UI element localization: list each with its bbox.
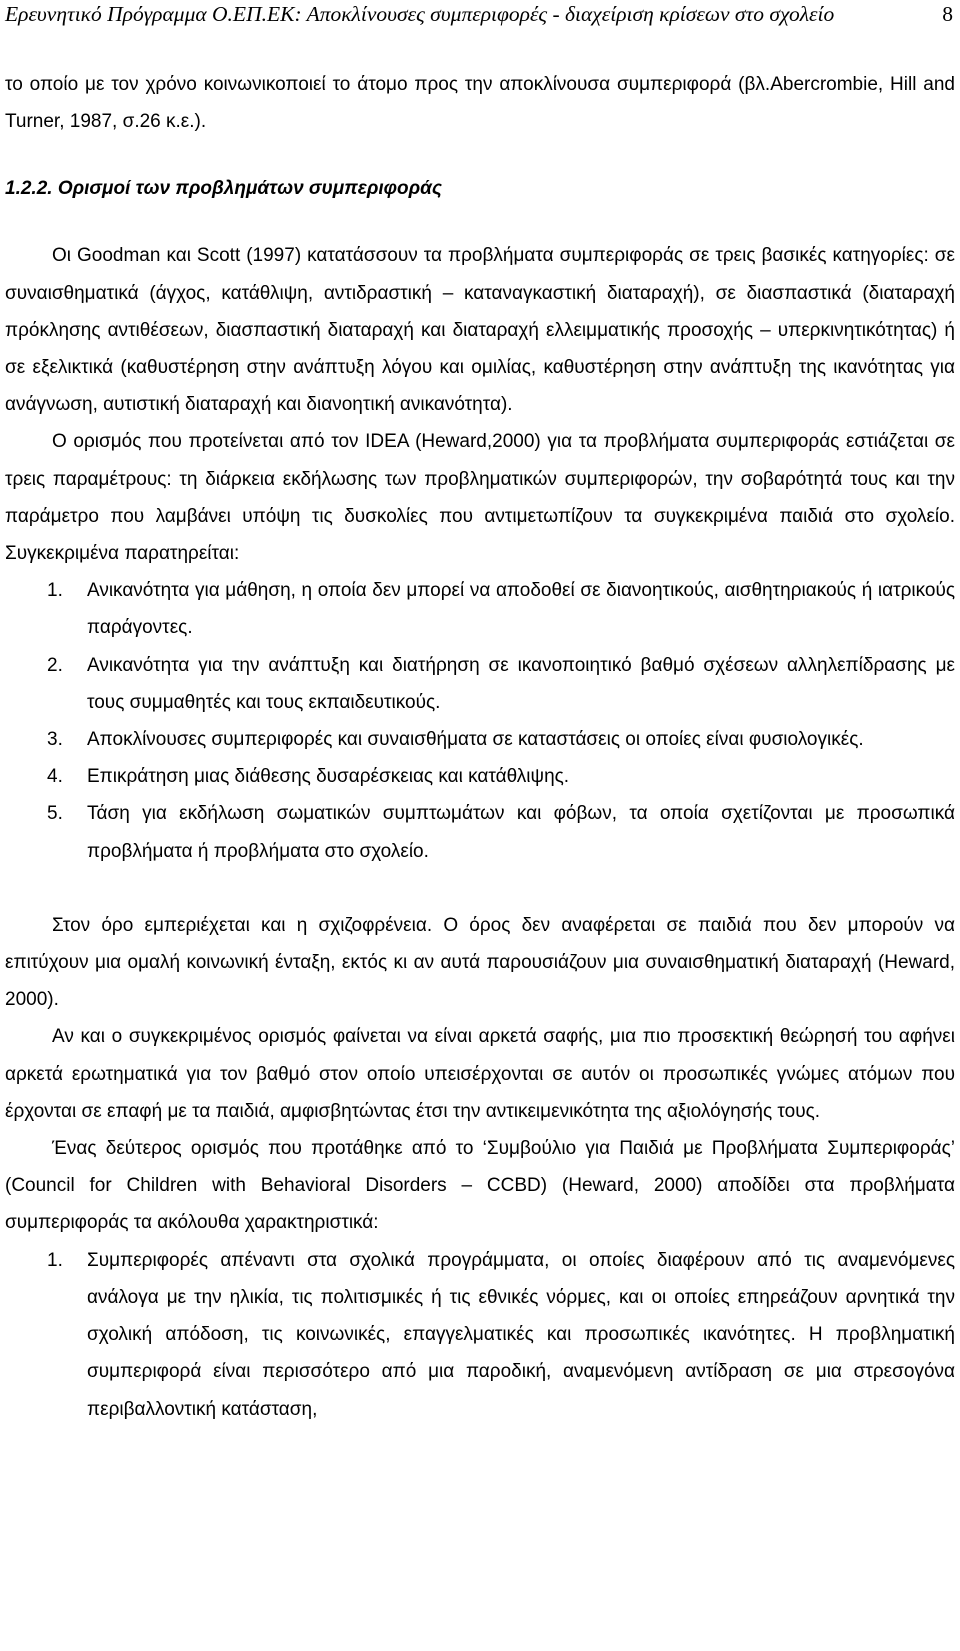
list-item: [5, 795, 955, 869]
list-item-text: Αποκλίνουσες συμπεριφορές και συναισθήματα σε καταστάσεις οι οποίες είναι φυσιολογικές.: [87, 729, 864, 751]
list-item-number: 4.: [47, 766, 63, 788]
section-heading: 1.2.2. Ορισμοί των προβλημάτων συμπεριφοράς: [5, 178, 442, 200]
list-item-text: Ανικανότητα για μάθηση, η οποία δεν μπορεί να αποδοθεί σε διανοητικούς, αισθητηριακούς ή ιατρικούς παράγοντες.: [87, 580, 955, 639]
list-item: [5, 572, 955, 646]
page-number: 8: [942, 2, 953, 26]
list-item: [5, 647, 955, 721]
list-item: [5, 721, 955, 758]
ccbd-characteristics-list: [5, 1242, 955, 1428]
paragraph-critique: Αν και ο συγκεκριμένος ορισμός φαίνεται να είναι αρκετά σαφής, μια πιο προσεκτική θεώρησή του αφήνει αρκετά ερωτηματικά για τον βαθμό στον οποίο υπεισέρχονται σε αυτόν οι προσωπικές γνώμες ατόμων που έρχονται σε επαφή με τα παιδιά, αμφισβητώντας έτσι την αντικειμενικότητα της αξιολόγησής τους.: [5, 1026, 955, 1122]
list-item-text: Επικράτηση μιας διάθεσης δυσαρέσκειας και κατάθλιψης.: [87, 766, 570, 788]
paragraph-goodman-scott: Οι Goodman και Scott (1997) κατατάσσουν τα προβλήματα συμπεριφοράς σε τρεις βασικές κατηγορίες: σε συναισθηματικά (άγχος, κατάθλιψη, αντιδραστική – καταναγκαστική διαταραχή), σε διασπαστικά (διαταραχή πρόκλησης αντιθέσεων, διασπαστική διαταραχή και διαταραχή ελλειμματικής προσοχής – υπερκινητικότητας) ή σε εξελικτικά (καθυστέρηση στην ανάπτυξη λόγου και ομιλίας, καθυστέρηση στην ανάπτυξη της ικανότητας για ανάγνωση, αυτιστική διαταραχή και διανοητική ανικανότητα).: [5, 245, 955, 416]
list-item-number: 3.: [47, 729, 63, 751]
list-item: [5, 1242, 955, 1428]
list-item-number: 5.: [47, 803, 63, 825]
running-title: Ερευνητικό Πρόγραμμα Ο.ΕΠ.ΕΚ: Αποκλίνουσες συμπεριφορές - διαχείριση κρίσεων στο σχολείο: [5, 2, 835, 26]
list-item-number: 1.: [47, 580, 63, 602]
running-header: [5, 0, 955, 28]
opening-paragraph: το οποίο με τον χρόνο κοινωνικοποιεί το άτομο προς την αποκλίνουσα συμπεριφορά (βλ.Abercrombie, Hill and Turner, 1987, σ.26 κ.ε.).: [5, 74, 955, 133]
document-page: [5, 0, 955, 1428]
paragraph-idea-definition: Ο ορισμός που προτείνεται από τον IDEA (Heward,2000) για τα προβλήματα συμπεριφοράς εστιάζεται σε τρεις παραμέτρους: τη διάρκεια εκδήλωσης των προβληματικών συμπεριφορών, την σοβαρότητά τους και την παράμετρο που λαμβάνει υπόψη τις δυσκολίες που αντιμετωπίζουν τα συγκεκριμένα παιδιά στο σχολείο. Συγκεκριμένα παρατηρείται:: [5, 431, 955, 565]
list-item-text: Τάση για εκδήλωση σωματικών συμπτωμάτων και φόβων, τα οποία σχετίζονται με προσωπικά προβλήματα ή προβλήματα στο σχολείο.: [87, 803, 955, 862]
list-item-text: Συμπεριφορές απέναντι στα σχολικά προγράμματα, οι οποίες διαφέρουν από τις αναμενόμενες ανάλογα με την ηλικία, τις πολιτισμικές ή τις εθνικές νόρμες, και οι οποίες επηρεάζουν αρνητικά την σχολική απόδοση, τις κοινωνικές, επαγγελματικές και προσωπικές ικανότητες. Η προβληματική συμπεριφορά είναι περισσότερο από μια παροδική, αναμενόμενη αντίδραση σε μια στρεσογόνα περιβαλλοντική κατάσταση,: [87, 1249, 955, 1420]
idea-criteria-list: [5, 572, 955, 870]
paragraph-schizophrenia: Στον όρο εμπεριέχεται και η σχιζοφρένεια. Ο όρος δεν αναφέρεται σε παιδιά που δεν μπορούν να επιτύχουν μια ομαλή κοινωνική ένταξη, εκτός κι αν αυτά παρουσιάζουν μια συναισθηματική διαταραχή (Heward, 2000).: [5, 914, 955, 1011]
paragraph-ccbd-definition: Ένας δεύτερος ορισμός που προτάθηκε από το ‘Συμβούλιο για Παιδιά με Προβλήματα Συμπεριφοράς’ (Council for Children with Behavioral Disorders – CCBD) (Heward, 2000) αποδίδει στα προβλήματα συμπεριφοράς τα ακόλουθα χαρακτηριστικά:: [5, 1138, 955, 1234]
list-item-number: 1.: [47, 1249, 63, 1271]
list-item-text: Ανικανότητα για την ανάπτυξη και διατήρηση σε ικανοποιητικό βαθμό σχέσεων αλληλεπίδρασης με τους συμμαθητές και τους εκπαιδευτικούς.: [87, 654, 955, 713]
list-item: [5, 758, 955, 795]
list-item-number: 2.: [47, 654, 63, 676]
